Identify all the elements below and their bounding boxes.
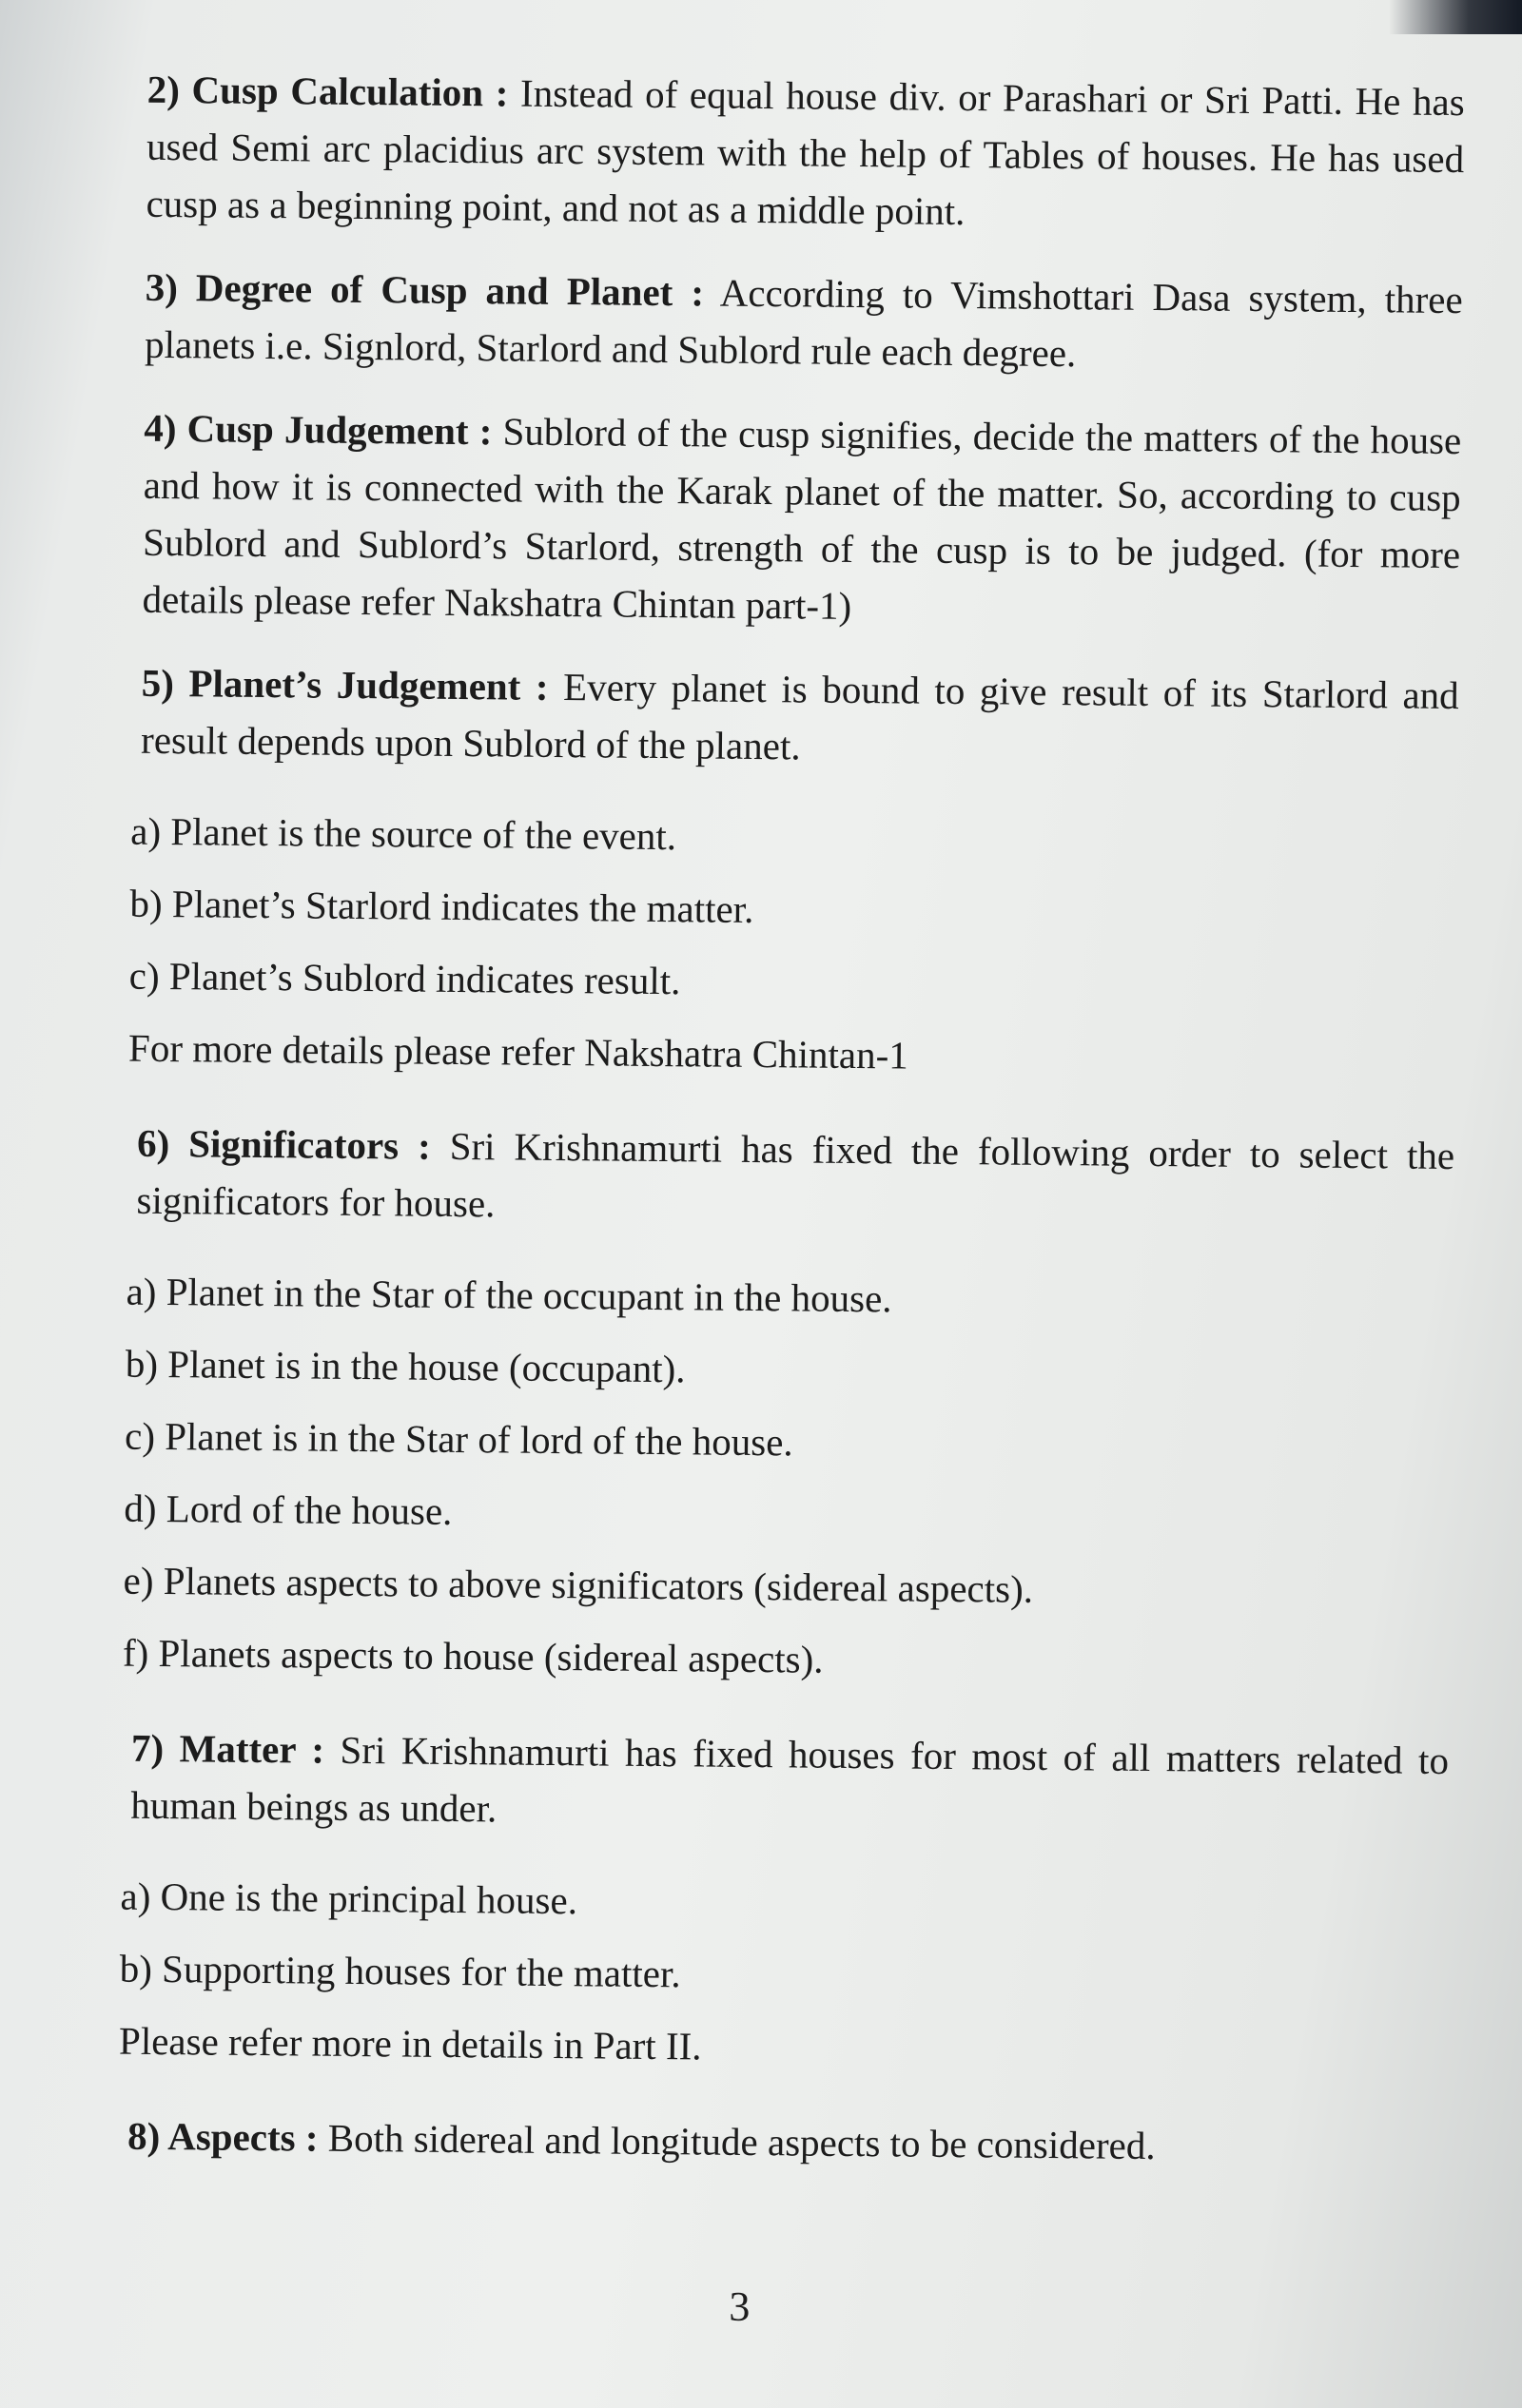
section-text: Sri Krishnamurti has fixed houses for most of all matters related to human beings as under. <box>130 1727 1450 1831</box>
reference-note: Please refer more in details in Part II. <box>118 2018 702 2068</box>
significators-list <box>42 1254 1454 1701</box>
list-item: f) Planets aspects to house (sidereal aspects). <box>122 1630 824 1681</box>
list-item: a) Planet is the source of the event. <box>130 808 677 859</box>
matter-list <box>38 1859 1448 2089</box>
list-item: d) Lord of the house. <box>124 1486 453 1533</box>
section-heading: 2) Cusp Calculation : <box>146 67 509 115</box>
section-significators <box>46 1114 1454 1241</box>
section-text: According to Vimshottari Dasa system, three planets i.e. Signlord, Starlord and Sublord rule each degree. <box>144 270 1463 376</box>
section-heading: 8) Aspects : <box>127 2113 319 2160</box>
section-text: Both sidereal and longitude aspects to be considered. <box>327 2115 1156 2168</box>
reference-note: For more details please refer Nakshatra Chintan-1 <box>127 1025 908 1078</box>
section-heading: 5) Planet’s Judgement : <box>141 660 549 709</box>
section-text: Every planet is bound to give result of its Starlord and result depends upon Sublord of the planet. <box>140 665 1459 768</box>
list-item: b) Supporting houses for the matter. <box>119 1946 681 1996</box>
section-degree-of-cusp <box>54 258 1463 385</box>
list-item: c) Planet’s Sublord indicates result. <box>128 953 681 1003</box>
section-heading: 3) Degree of Cusp and Planet : <box>145 264 705 315</box>
section-text: Sri Krishnamurti has fixed the following order to select the significators for house. <box>136 1123 1455 1226</box>
list-item: a) One is the principal house. <box>120 1874 578 1923</box>
section-heading: 6) Significators : <box>136 1120 431 1168</box>
planet-judgement-list <box>48 794 1458 1097</box>
corner-shadow <box>1389 0 1522 34</box>
section-cusp-judgement <box>51 398 1461 640</box>
page-number: 3 <box>729 2282 751 2330</box>
list-item: e) Planets aspects to above significators (sidereal aspects). <box>123 1558 1034 1611</box>
section-planet-judgement <box>50 653 1459 781</box>
book-page <box>35 60 1465 2375</box>
section-cusp-calculation <box>55 60 1465 244</box>
list-item: b) Planet is in the house (occupant). <box>125 1341 686 1391</box>
section-heading: 4) Cusp Judgement : <box>144 405 493 454</box>
section-text: Instead of equal house div. or Parashari or Sri Patti. He has used Semi arc placidius arc system with the help of Tables of houses. He has used cusp as a beginning point, and not as a middle point. <box>146 70 1465 234</box>
list-item: a) Planet in the Star of the occupant in the house. <box>126 1269 892 1321</box>
list-item: c) Planet is in the Star of lord of the house. <box>124 1413 793 1465</box>
list-item: b) Planet’s Starlord indicates the matter. <box>129 881 754 931</box>
section-heading: 7) Matter : <box>130 1725 325 1772</box>
section-text: Sublord of the cusp signifies, decide the matters of the house and how it is connected with the Karak planet of the matter. So, according to cusp Sublord and Sublord’s Starlord, strength of the cusp is to be judged. (for more details please refer Nakshatra Chintan part-1) <box>142 409 1462 628</box>
section-matter <box>40 1719 1449 1846</box>
section-aspects <box>37 2107 1446 2177</box>
